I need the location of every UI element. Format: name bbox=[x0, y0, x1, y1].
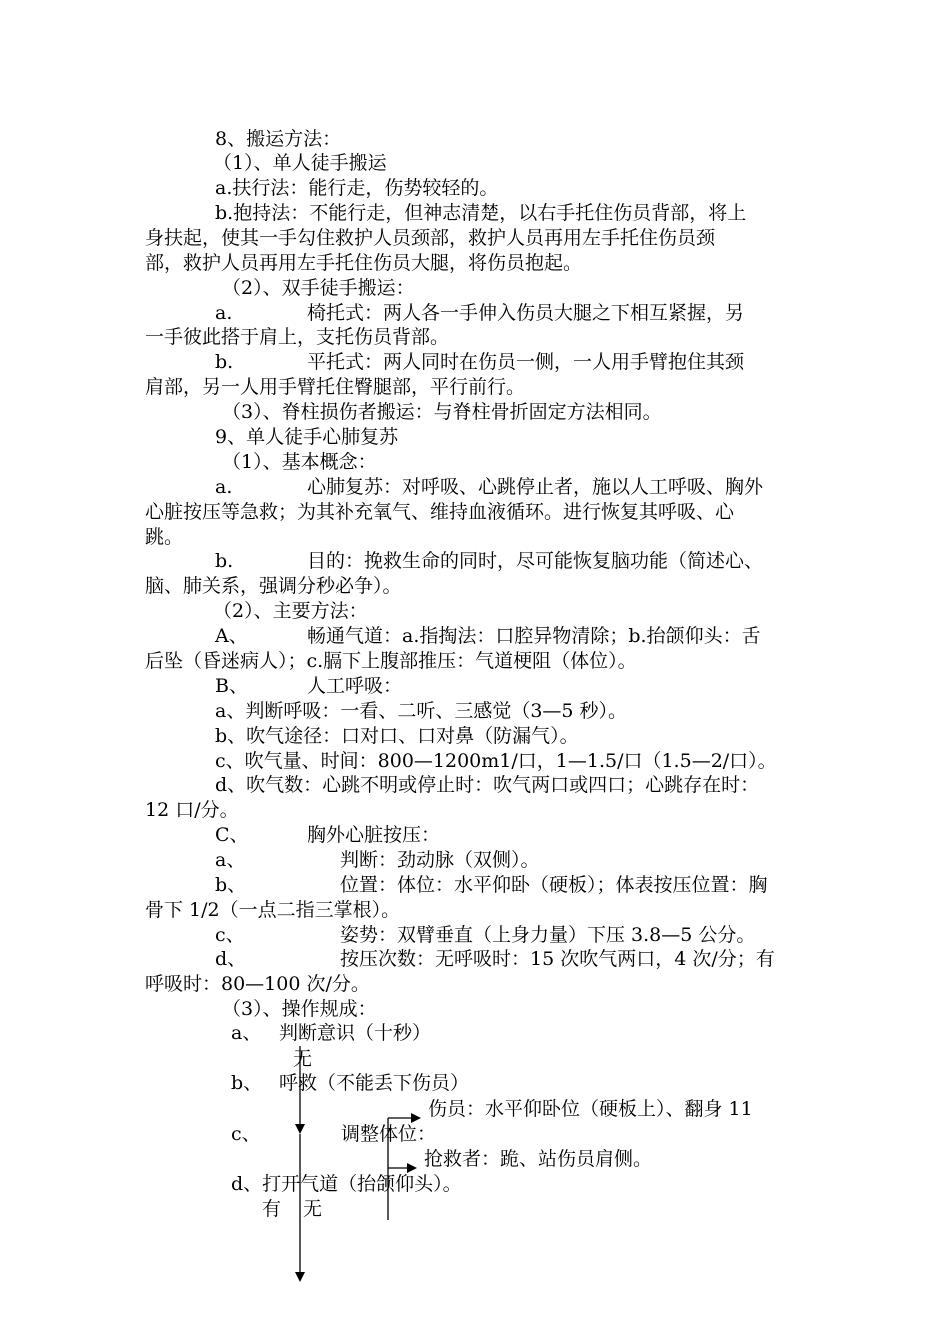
item-marker: B、 bbox=[215, 675, 248, 697]
flow-branch-label: 有 bbox=[262, 1198, 282, 1220]
item-marker: b. bbox=[215, 351, 234, 373]
subsection-3-heading: （3）、脊柱损伤者搬运：与脊柱骨折固定方法相同。 bbox=[222, 401, 662, 423]
text-line: 目的：挽救生命的同时，尽可能恢复脑功能（简述心、 bbox=[307, 550, 764, 572]
text-line: 平托式：两人同时在伤员一侧，一人用手臂抱住其颈 bbox=[307, 351, 745, 373]
flow-step: d、打开气道（抬颌仰头）。 bbox=[231, 1173, 462, 1195]
text-line: 肩部，另一人用手臂托住臀腿部，平行前行。 bbox=[145, 376, 526, 398]
item-marker: c、 bbox=[215, 924, 245, 946]
step-marker: c、 bbox=[231, 1123, 261, 1145]
text-line: 脑、肺关系，强调分秒必争）。 bbox=[145, 575, 402, 597]
text-line: 部，救护人员再用左手托住伤员大腿，将伤员抱起。 bbox=[145, 252, 583, 274]
text-line: b、吹气途径：口对口、口对鼻（防漏气）。 bbox=[215, 725, 579, 747]
item-marker: a、 bbox=[215, 849, 246, 871]
flow-arrowhead bbox=[295, 1272, 305, 1282]
flow-branch-label: 无 bbox=[303, 1198, 323, 1220]
subsection-2-heading: （2）、双手徒手搬运： bbox=[222, 277, 415, 299]
text-line: 按压次数：无呼吸时：15 次吹气两口，4 次/分；有 bbox=[340, 948, 775, 970]
text-line: c、吹气量、时间：800—1200m1/口，1—1.5/口（1.5—2/口）。 bbox=[215, 750, 777, 772]
item-marker: A、 bbox=[215, 625, 248, 647]
subsection-heading: （2）、主要方法： bbox=[213, 600, 368, 622]
text-line: 位置：体位：水平仰卧（硬板）；体表按压位置：胸 bbox=[340, 874, 768, 896]
text-line: 跳。 bbox=[145, 526, 184, 548]
text-line: 呼吸时：80—100 次/分。 bbox=[145, 973, 370, 995]
text-line: 判断：劲动脉（双侧）。 bbox=[340, 849, 540, 871]
flow-note: 抢救者：跪、站伤员肩侧。 bbox=[424, 1148, 653, 1170]
item-marker: a. bbox=[215, 476, 233, 498]
text-line: 一手彼此搭于肩上，支托伤员背部。 bbox=[145, 326, 450, 348]
subsection-heading: （1）、基本概念： bbox=[222, 451, 377, 473]
flow-step: 呼救（不能丢下伤员） bbox=[279, 1072, 470, 1094]
text-line: 心脏按压等急救；为其补充氧气、维持血液循环。进行恢复其呼吸、心 bbox=[145, 501, 735, 523]
text-line: 12 口/分。 bbox=[145, 799, 239, 821]
section-9-heading: 9、单人徒手心肺复苏 bbox=[215, 426, 399, 448]
item-marker: a. bbox=[215, 302, 233, 324]
text-line: 胸外心脏按压： bbox=[307, 824, 441, 846]
step-marker: b、 bbox=[231, 1072, 263, 1094]
subsection-heading: （3）、操作规成： bbox=[222, 998, 377, 1020]
text-line: 骨下 1/2（一点二指三掌根）。 bbox=[145, 899, 401, 921]
text-line: d、吹气数：心跳不明或停止时：吹气两口或四口；心跳存在时： bbox=[215, 774, 760, 796]
item-marker: b. bbox=[215, 550, 234, 572]
flow-arrowhead bbox=[295, 1124, 305, 1134]
text-line: 身扶起，使其一手勾住救护人员颈部，救护人员再用左手托住伤员颈 bbox=[145, 227, 716, 249]
text-line: a.扶行法：能行走，伤势较轻的。 bbox=[215, 177, 499, 199]
text-line: 人工呼吸： bbox=[307, 675, 403, 697]
item-marker: d、 bbox=[215, 948, 247, 970]
flow-step: 调整体位： bbox=[341, 1123, 437, 1145]
item-marker: b、 bbox=[215, 874, 247, 896]
text-line: b.抱持法：不能行走，但神志清楚，以右手托住伤员背部，将上 bbox=[215, 202, 747, 224]
text-line: 椅托式：两人各一手伸入伤员大腿之下相互紧握，另 bbox=[307, 302, 745, 324]
text-line: 畅通气道：a.指掏法：口腔异物清除；b.抬颌仰头：舌 bbox=[307, 625, 761, 647]
text-line: 后坠（昏迷病人）；c.膈下上腹部推压：气道梗阻（体位）。 bbox=[145, 650, 637, 672]
subsection-1-heading: （1）、单人徒手搬运 bbox=[213, 152, 387, 174]
text-line: 心肺复苏：对呼吸、心跳停止者，施以人工呼吸、胸外 bbox=[307, 476, 764, 498]
text-line: a、判断呼吸：一看、二听、三感觉（3—5 秒）。 bbox=[215, 700, 628, 722]
item-marker: C、 bbox=[215, 824, 249, 846]
text-line: 姿势：双臂垂直（上身力量）下压 3.8—5 公分。 bbox=[340, 924, 756, 946]
step-marker: a、 bbox=[231, 1022, 262, 1044]
flow-note: 伤员：水平仰卧位（硬板上）、翻身 11 bbox=[428, 1098, 753, 1120]
section-8-heading: 8、搬运方法： bbox=[215, 128, 342, 150]
flow-step: 判断意识（十秒） bbox=[279, 1022, 432, 1044]
flow-branch-label: 无 bbox=[293, 1048, 313, 1070]
